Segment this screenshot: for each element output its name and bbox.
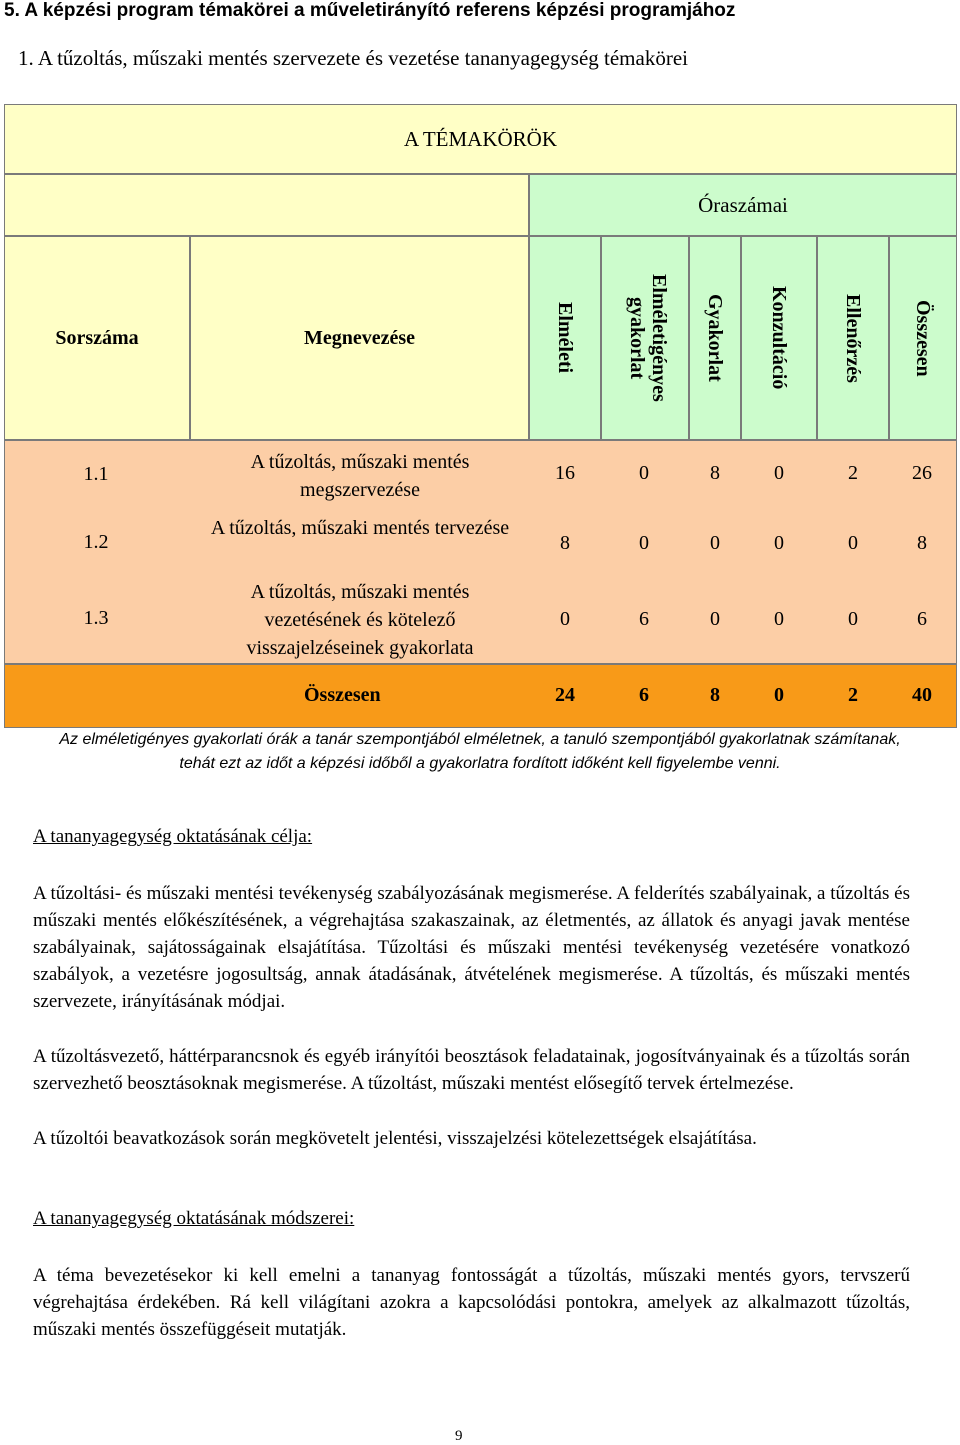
col-header-elmeleti: Elméleti bbox=[529, 236, 601, 440]
methods-title: A tananyagegység oktatásának módszerei: bbox=[33, 1208, 355, 1229]
row-value: 0 bbox=[710, 608, 720, 630]
total-value: 2 bbox=[848, 684, 858, 706]
col-header-name: Megnevezése bbox=[190, 236, 529, 440]
table-title: A TÉMAKÖRÖK bbox=[4, 104, 957, 174]
row-value: 0 bbox=[560, 608, 570, 630]
total-value: 0 bbox=[774, 684, 784, 706]
total-value: 24 bbox=[555, 684, 575, 706]
row-value: 8 bbox=[560, 532, 570, 554]
row-name: A tűzoltás, műszaki mentés megszervezése bbox=[250, 451, 470, 501]
col-header-elmeletigenyes: Elméletigényes gyakorlat bbox=[601, 236, 689, 440]
col-header-gyakorlat: Gyakorlat bbox=[689, 236, 741, 440]
row-number: 1.2 bbox=[83, 531, 109, 553]
goals-paragraph: A tűzoltásvezető, háttérparancsnok és egyéb irányítói beosztások feladatainak, jogosítványainak és a tűzoltás során szervezhető beosztásoknak megismerése. A tűzoltást, műszaki mentést elősegítő tervek értelmezése. bbox=[33, 1046, 910, 1094]
table-spacer bbox=[4, 174, 529, 236]
row-value: 0 bbox=[774, 462, 784, 484]
row-value: 0 bbox=[774, 608, 784, 630]
col-header-ellenorzes: Ellenőrzés bbox=[817, 236, 889, 440]
unit-title: 1. A tűzoltás, műszaki mentés szervezete és vezetése tananyagegység témakörei bbox=[18, 46, 688, 70]
row-value: 8 bbox=[710, 462, 720, 484]
goals-paragraph: A tűzoltói beavatkozások során megkövetelt jelentési, visszajelzési kötelezettségek elsajátítása. bbox=[33, 1128, 757, 1149]
page-number: 9 bbox=[455, 1428, 463, 1444]
row-value: 0 bbox=[848, 532, 858, 554]
row-value: 0 bbox=[639, 462, 649, 484]
col-header-osszesen: Összesen bbox=[889, 236, 957, 440]
row-number: 1.1 bbox=[83, 463, 109, 485]
row-name: A tűzoltás, műszaki mentés vezetésének és kötelező visszajelzéseinek gyakorlata bbox=[246, 581, 474, 659]
total-value: 40 bbox=[912, 684, 932, 706]
totals-row bbox=[4, 664, 957, 728]
row-value: 0 bbox=[848, 608, 858, 630]
goals-title: A tananyagegység oktatásának célja: bbox=[33, 826, 313, 847]
table-note: Az elméletigényes gyakorlati órák a tanár szempontjából elméletnek, a tanuló szempontjából gyakorlatnak számítanak, tehát ezt az időt a képzési időből a gyakorlatra fordított időként kell figyelembe venni. bbox=[59, 731, 901, 772]
row-value: 2 bbox=[848, 462, 858, 484]
document-heading: 5. A képzési program témakörei a műveletirányító referens képzési programjához bbox=[4, 0, 736, 21]
row-value: 0 bbox=[774, 532, 784, 554]
methods-paragraph: A téma bevezetésekor ki kell emelni a tananyag fontosságát a tűzoltás, műszaki mentés gyors, tervszerű végrehajtása érdekében. Rá kell világítani azokra a kapcsolódási pontokra, amelyek az alkalmazott tűzoltás, műszaki mentés összefüggéseit mutatják. bbox=[33, 1265, 910, 1340]
row-value: 6 bbox=[917, 608, 927, 630]
row-value: 6 bbox=[639, 608, 649, 630]
topics-table bbox=[4, 104, 957, 728]
total-value: 6 bbox=[639, 684, 649, 706]
col-header-number: Sorszáma bbox=[4, 236, 190, 440]
col-header-konzultacio: Konzultáció bbox=[741, 236, 817, 440]
hours-header: Óraszámai bbox=[529, 174, 957, 236]
row-value: 0 bbox=[639, 532, 649, 554]
row-number: 1.3 bbox=[83, 607, 109, 629]
total-value: 8 bbox=[710, 684, 720, 706]
goals-paragraph: A tűzoltási- és műszaki mentési tevékenység szabályozásának megismerése. A felderítés szabályainak, a tűzoltás és műszaki mentés előkészítésének, a végrehajtása szakaszainak, az életmentés, az állatok és anyagi javak mentése szabályainak, sajátosságainak elsajátítása. Tűzoltási és műszaki mentési tevékenység vezetésére vonatkozó szabályok, a vezetésre jogosultság, annak átadásának, átvételének megismerése. A tűzoltás, és műszaki mentés szervezete, irányításának módjai. bbox=[33, 883, 910, 1012]
row-name: A tűzoltás, műszaki mentés tervezése bbox=[210, 517, 510, 539]
row-value: 8 bbox=[917, 532, 927, 554]
totals-label: Összesen bbox=[304, 684, 381, 706]
row-value: 26 bbox=[912, 462, 932, 484]
row-value: 16 bbox=[555, 462, 575, 484]
row-value: 0 bbox=[710, 532, 720, 554]
